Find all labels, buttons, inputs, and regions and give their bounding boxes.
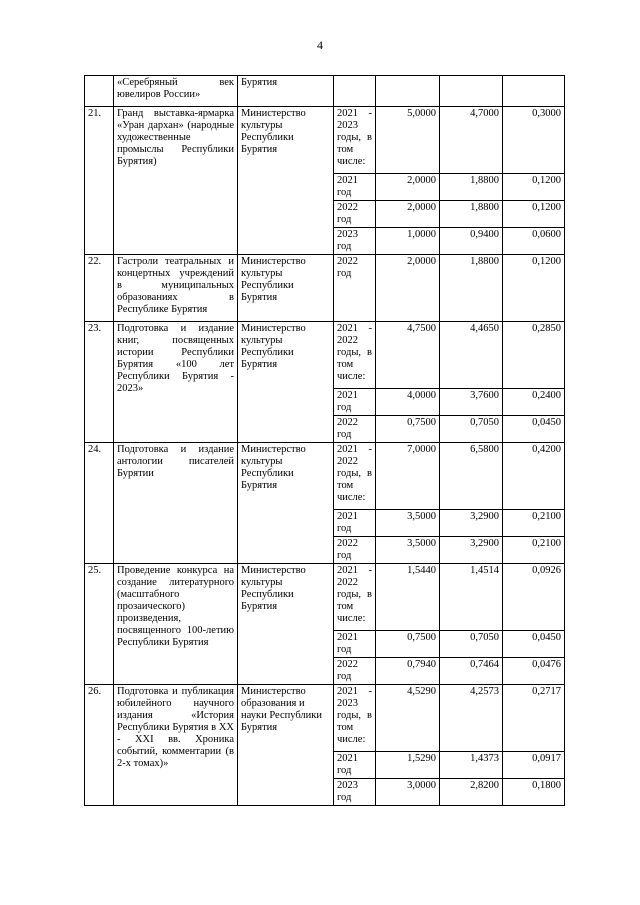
period-cell: 2022 год — [334, 201, 376, 228]
table-row — [85, 564, 565, 631]
period-cell: 2022 год — [334, 658, 376, 685]
value-regional-cell: 0,0476 — [503, 658, 565, 685]
period-cell: 2023 год — [334, 228, 376, 255]
table-row — [85, 685, 565, 752]
value-regional-cell — [503, 76, 565, 107]
value-federal-cell: 4,4650 — [440, 322, 503, 389]
organization-cell: Министерство культуры Республики Бурятия — [238, 564, 334, 685]
event-name-cell: Проведение конкурса на создание литературного (масштабного прозаического) произведения, посвященного 100-летию Республики Бурятия — [114, 564, 238, 685]
row-number-cell: 26. — [85, 685, 114, 806]
organization-cell: Министерство культуры Республики Бурятия — [238, 107, 334, 255]
value-regional-cell: 0,2100 — [503, 537, 565, 564]
table-row — [85, 107, 565, 174]
organization-cell: Министерство культуры Республики Бурятия — [238, 443, 334, 564]
row-number-cell — [85, 76, 114, 107]
table-row — [85, 322, 565, 389]
value-federal-cell: 0,7050 — [440, 416, 503, 443]
value-regional-cell: 0,1200 — [503, 201, 565, 228]
event-name-cell: Гастроли театральных и концертных учреждений в муниципальных образованиях в Республике Бурятия — [114, 255, 238, 322]
period-cell: 2021 год — [334, 631, 376, 658]
value-regional-cell: 0,0450 — [503, 631, 565, 658]
event-name-cell: «Серебряный век ювелиров России» — [114, 76, 238, 107]
organization-cell: Бурятия — [238, 76, 334, 107]
value-regional-cell: 0,0450 — [503, 416, 565, 443]
period-cell: 2021 - 2022 годы, в том числе: — [334, 322, 376, 389]
period-cell: 2022 год — [334, 416, 376, 443]
value-regional-cell: 0,0926 — [503, 564, 565, 631]
event-name-cell: Подготовка и публикация юбилейного научного издания «История Республики Бурятия в XX - XXI вв. Хроника событий, комментарии (в 2-х томах)» — [114, 685, 238, 806]
value-regional-cell: 0,0600 — [503, 228, 565, 255]
value-total-cell: 1,5440 — [376, 564, 440, 631]
budget-table — [84, 75, 565, 806]
value-federal-cell: 6,5800 — [440, 443, 503, 510]
period-cell: 2022 год — [334, 255, 376, 322]
value-federal-cell: 3,2900 — [440, 537, 503, 564]
value-regional-cell: 0,2400 — [503, 389, 565, 416]
value-federal-cell: 1,4373 — [440, 752, 503, 779]
value-total-cell: 0,7500 — [376, 416, 440, 443]
value-federal-cell: 2,8200 — [440, 779, 503, 806]
value-federal-cell: 3,2900 — [440, 510, 503, 537]
value-regional-cell: 0,0917 — [503, 752, 565, 779]
value-total-cell: 2,0000 — [376, 255, 440, 322]
organization-cell: Министерство культуры Республики Бурятия — [238, 255, 334, 322]
row-number-cell: 21. — [85, 107, 114, 255]
value-federal-cell — [440, 76, 503, 107]
value-federal-cell: 4,7000 — [440, 107, 503, 174]
value-regional-cell: 0,2100 — [503, 510, 565, 537]
value-total-cell: 5,0000 — [376, 107, 440, 174]
value-regional-cell: 0,2850 — [503, 322, 565, 389]
period-cell: 2021 - 2023 годы, в том числе: — [334, 107, 376, 174]
value-total-cell: 7,0000 — [376, 443, 440, 510]
organization-cell: Министерство культуры Республики Бурятия — [238, 322, 334, 443]
value-total-cell: 3,0000 — [376, 779, 440, 806]
value-total-cell — [376, 76, 440, 107]
event-name-cell: Подготовка и издание книг, посвященных истории Республики Бурятия «100 лет Республики Бурятия - 2023» — [114, 322, 238, 443]
value-total-cell: 3,5000 — [376, 510, 440, 537]
period-cell: 2021 год — [334, 510, 376, 537]
row-number-cell: 22. — [85, 255, 114, 322]
period-cell: 2021 - 2022 годы, в том числе: — [334, 564, 376, 631]
value-federal-cell: 0,7464 — [440, 658, 503, 685]
period-cell: 2021 год — [334, 389, 376, 416]
period-cell: 2021 - 2023 годы, в том числе: — [334, 685, 376, 752]
value-federal-cell: 1,4514 — [440, 564, 503, 631]
table-row — [85, 443, 565, 510]
row-number-cell: 24. — [85, 443, 114, 564]
row-number-cell: 25. — [85, 564, 114, 685]
value-regional-cell: 0,4200 — [503, 443, 565, 510]
organization-cell: Министерство образования и науки Республики Бурятия — [238, 685, 334, 806]
value-regional-cell: 0,1200 — [503, 255, 565, 322]
value-federal-cell: 0,9400 — [440, 228, 503, 255]
row-number-cell: 23. — [85, 322, 114, 443]
value-total-cell: 4,0000 — [376, 389, 440, 416]
event-name-cell: Подготовка и издание антологии писателей Бурятии — [114, 443, 238, 564]
page-number: 4 — [317, 38, 323, 52]
value-regional-cell: 0,1800 — [503, 779, 565, 806]
period-cell: 2021 - 2022 годы, в том числе: — [334, 443, 376, 510]
event-name-cell: Гранд выставка-ярмарка «Уран дархан» (народные художественные промыслы Республики Бурятия) — [114, 107, 238, 255]
value-total-cell: 4,7500 — [376, 322, 440, 389]
period-cell — [334, 76, 376, 107]
value-federal-cell: 1,8800 — [440, 255, 503, 322]
value-total-cell: 0,7940 — [376, 658, 440, 685]
value-federal-cell: 4,2573 — [440, 685, 503, 752]
table-row — [85, 255, 565, 322]
value-total-cell: 4,5290 — [376, 685, 440, 752]
period-cell: 2021 год — [334, 752, 376, 779]
value-regional-cell: 0,1200 — [503, 174, 565, 201]
value-federal-cell: 0,7050 — [440, 631, 503, 658]
period-cell: 2022 год — [334, 537, 376, 564]
table-row — [85, 76, 565, 107]
value-federal-cell: 1,8800 — [440, 174, 503, 201]
value-total-cell: 3,5000 — [376, 537, 440, 564]
value-total-cell: 2,0000 — [376, 201, 440, 228]
period-cell: 2023 год — [334, 779, 376, 806]
value-regional-cell: 0,3000 — [503, 107, 565, 174]
value-federal-cell: 1,8800 — [440, 201, 503, 228]
value-total-cell: 1,5290 — [376, 752, 440, 779]
value-federal-cell: 3,7600 — [440, 389, 503, 416]
period-cell: 2021 год — [334, 174, 376, 201]
value-total-cell: 2,0000 — [376, 174, 440, 201]
value-total-cell: 0,7500 — [376, 631, 440, 658]
value-regional-cell: 0,2717 — [503, 685, 565, 752]
value-total-cell: 1,0000 — [376, 228, 440, 255]
